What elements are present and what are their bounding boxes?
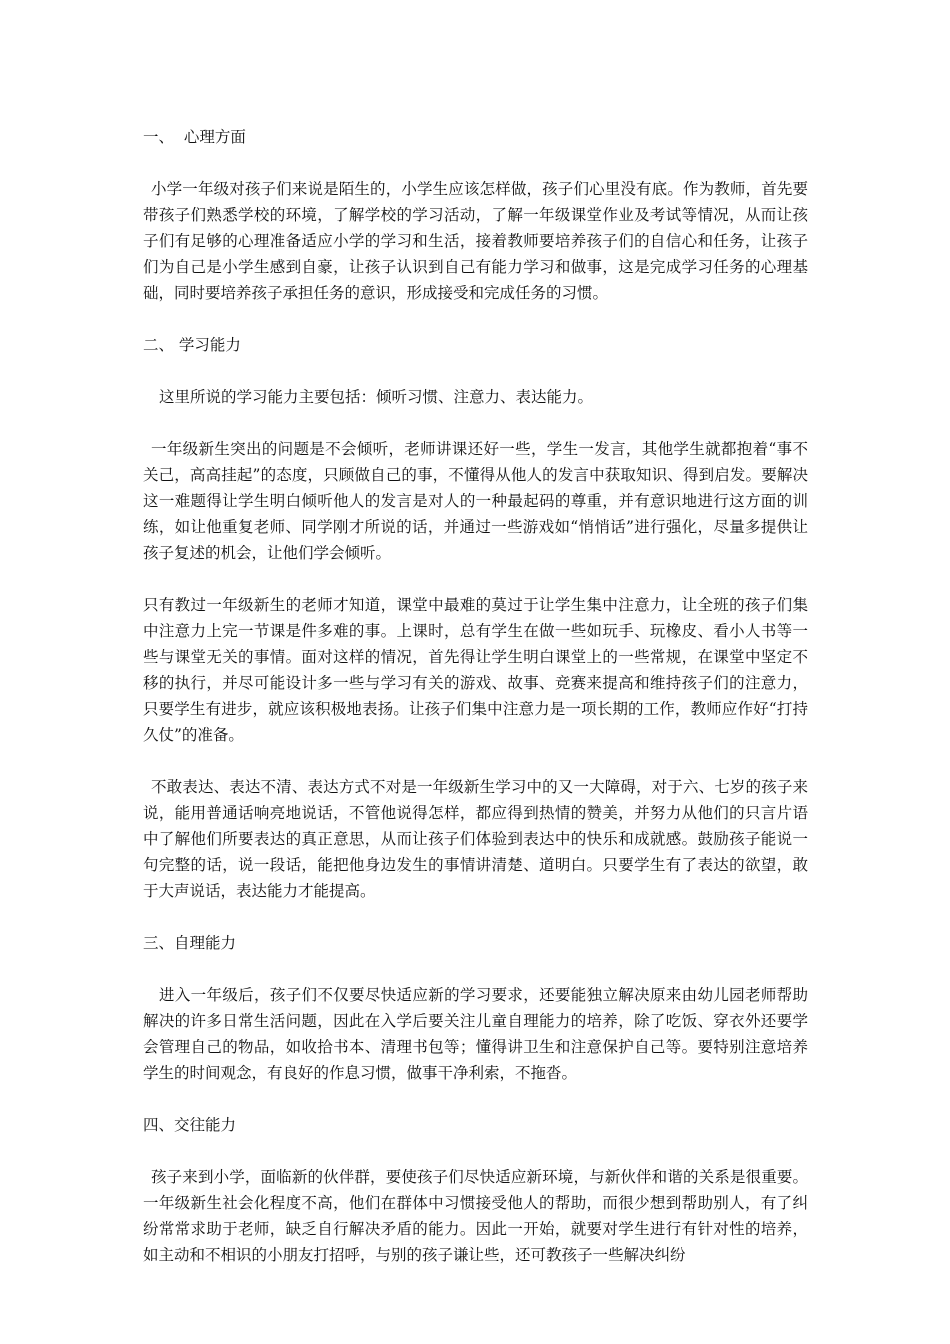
section-heading-self-care: 三、自理能力 [143,934,237,952]
paragraph-self-care: 进入一年级后，孩子们不仅要尽快适应新的学习要求，还要能独立解决原来由幼儿园老师帮助解决的许多日常生活问题，因此在入学后要关注儿童自理能力的培养，除了吃饭、穿衣外还要学会管理自己的物品，如收拾书本、清理书包等；懂得讲卫生和注意保护自己等。要特别注意培养学生的时间观念，有良好的作息习惯，做事干净利索，不拖沓。 [143,986,808,1082]
paragraph-expression: 不敢表达、表达不清、表达方式不对是一年级新生学习中的又一大障碍，对于六、七岁的孩子来说，能用普通话响亮地说话，不管他说得怎样，都应得到热情的赞美，并努力从他们的只言片语中了解他们所要表达的真正意思，从而让孩子们体验到表达中的快乐和成就感。鼓励孩子能说一句完整的话，说一段话，能把他身边发生的事情讲清楚、道明白。只要学生有了表达的欲望，敢于大声说话，表达能力才能提高。 [143,778,808,900]
section-heading-learning-ability: 二、 学习能力 [143,336,241,354]
paragraph-psychology: 小学一年级对孩子们来说是陌生的，小学生应该怎样做，孩子们心里没有底。作为教师，首先要带孩子们熟悉学校的环境，了解学校的学习活动，了解一年级课堂作业及考试等情况，从而让孩子们有足够的心理准备适应小学的学习和生活，接着教师要培养孩子们的自信心和任务，让孩子们为自己是小学生感到自豪，让孩子认识到自己有能力学习和做事，这是完成学习任务的心理基础，同时要培养孩子承担任务的意识，形成接受和完成任务的习惯。 [143,180,808,302]
document-body [143,124,808,1294]
paragraph-attention: 只有教过一年级新生的老师才知道，课堂中最难的莫过于让学生集中注意力，让全班的孩子们集中注意力上完一节课是件多难的事。上课时，总有学生在做一些如玩手、玩橡皮、看小人书等一些与课堂无关的事情。面对这样的情况，首先得让学生明白课堂上的一些常规，在课堂中坚定不移的执行，并尽可能设计多一些与学习有关的游戏、故事、竞赛来提高和维持孩子们的注意力，只要学生有进步，就应该积极地表扬。让孩子们集中注意力是一项长期的工作，教师应作好“打持久仗”的准备。 [143,596,808,744]
paragraph-social: 孩子来到小学，面临新的伙伴群，要使孩子们尽快适应新环境，与新伙伴和谐的关系是很重要。一年级新生社会化程度不高，他们在群体中习惯接受他人的帮助，而很少想到帮助别人，有了纠纷常常求助于老师，缺乏自行解决矛盾的能力。因此一开始，就要对学生进行有针对性的培养，如主动和不相识的小朋友打招呼，与别的孩子谦让些，还可教孩子一些解决纠纷 [143,1168,808,1264]
section-heading-social: 四、交往能力 [143,1116,237,1134]
section-heading-psychology: 一、 心理方面 [143,128,246,146]
paragraph-learning-intro: 这里所说的学习能力主要包括：倾听习惯、注意力、表达能力。 [159,388,594,406]
paragraph-listening: 一年级新生突出的问题是不会倾听，老师讲课还好一些，学生一发言，其他学生就都抱着“事不关己，高高挂起”的态度，只顾做自己的事，不懂得从他人的发言中获取知识、得到启发。要解决这一难题得让学生明白倾听他人的发言是对人的一种最起码的尊重，并有意识地进行这方面的训练，如让他重复老师、同学刚才所说的话，并通过一些游戏如“悄悄话”进行强化，尽量多提供让孩子复述的机会，让他们学会倾听。 [143,440,808,562]
